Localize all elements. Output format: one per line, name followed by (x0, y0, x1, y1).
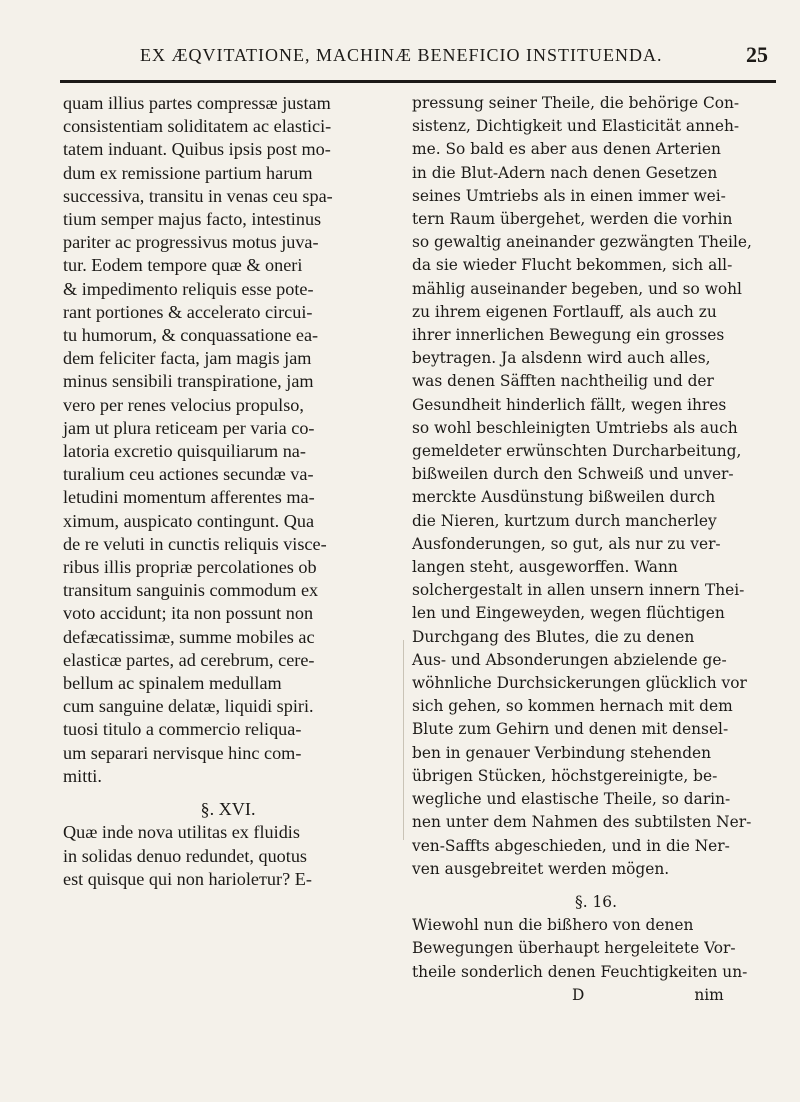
text-line: so gewaltig aneinander gezwängten Theile, (412, 233, 752, 252)
text-line: tur. Eodem tempore quæ & oneri (63, 255, 303, 276)
text-line: tatem induant. Quibus ipsis post mo- (63, 139, 331, 160)
text-line: pressung seiner Theile, die behörige Con- (412, 94, 740, 112)
text-line: transitum sanguinis commodum ex (63, 580, 319, 601)
text-line: sistenz, Dichtigkeit und Elasticität anneh- (412, 117, 740, 136)
text-line: langen steht, ausgeworffen. Wann (412, 558, 678, 577)
text-line: Gesundheit hinderlich fällt, wegen ihres (412, 395, 727, 414)
text-line: solchergestalt in allen unsern innern Thei- (412, 581, 745, 600)
text-line: consistentiam soliditatem ac elastici- (63, 116, 332, 137)
text-line: Bewegungen überhaupt hergeleitete Vor- (412, 939, 736, 958)
text-line: tuosi titulo a commercio reliqua- (63, 719, 302, 740)
text-line: voto accidunt; ita non possunt non (63, 603, 314, 624)
text-line: me. So bald es aber aus denen Arterien (412, 140, 721, 159)
text-line: Wiewohl nun die bißhero von denen (412, 916, 694, 935)
text-line: jam ut plura reticeam per varia co- (63, 417, 315, 438)
german-column (412, 92, 780, 1007)
text-line: Aus- und Absonderungen abzielende ge- (412, 650, 727, 669)
text-line: bellum ac spinalem medullam (63, 673, 282, 694)
text-line: da sie wieder Flucht bekommen, sich all- (412, 256, 733, 275)
text-line: wöhnliche Durchsickerungen glücklich vor (412, 674, 747, 693)
text-line: len und Eingeweyden, wegen flüchtigen (412, 604, 725, 623)
text-line: theile sonderlich denen Feuchtigkeiten un- (412, 962, 748, 981)
text-line: so wohl beschleinigten Umtriebs als auch (412, 418, 738, 437)
text-line: vero per renes velocius propulso, (63, 394, 304, 415)
text-line: defæcatissimæ, summe mobiles ac (63, 626, 315, 647)
signature-mark: D (572, 985, 585, 1004)
text-line: Ausfonderungen, so gut, als nur zu ver- (412, 534, 721, 553)
text-line: tu humorum, & conquassatione ea- (63, 325, 319, 346)
column-gutter (403, 640, 404, 840)
text-line: Quæ inde nova utilitas ex fluidis (63, 822, 300, 843)
catchword: nim (694, 985, 724, 1004)
text-line: in solidas denuo redundet, quotus (63, 845, 307, 866)
text-line: mitti. (63, 765, 102, 786)
text-line: dum ex remissione partium harum (63, 162, 313, 183)
section-heading: §. 16. (575, 892, 617, 911)
text-line: beytragen. Ja alsdenn wird auch alles, (412, 349, 711, 368)
header-rule (60, 80, 776, 83)
text-line: gemeldeter erwünschten Durcharbeitung, (412, 442, 742, 461)
text-line: & impedimento reliquis esse pote- (63, 278, 314, 299)
section-heading: §. XVI. (200, 799, 256, 820)
text-line: ven-Saffts abgeschieden, und in die Ner- (412, 836, 730, 855)
page-number: 25 (746, 42, 768, 67)
text-line: in die Blut-Adern nach denen Gesetzen (412, 163, 718, 182)
text-line: dem feliciter facta, jam magis jam (63, 348, 312, 369)
latin-column (63, 92, 393, 891)
text-line: Durchgang des Blutes, die zu denen (412, 627, 695, 646)
text-line: ben in genauer Verbindung stehenden (412, 743, 712, 762)
text-line: tern Raum übergehet, werden die vorhin (412, 210, 733, 229)
running-title: EX ÆQVITATIONE, MACHINÆ BENEFICIO INSTITUENDA. (140, 45, 663, 65)
text-line: rant portiones & accelerato circui- (63, 301, 313, 322)
text-line: ximum, auspicato contingunt. Qua (63, 510, 315, 531)
text-line: nen unter dem Nahmen des subtilsten Ner- (412, 813, 752, 832)
text-line: tium semper majus facto, intestinus (63, 209, 322, 230)
text-line: Blute zum Gehirn und denen mit densel- (412, 720, 729, 739)
text-line: quam illius partes compressæ justam (63, 93, 331, 113)
text-line: de re veluti in cunctis reliquis visce- (63, 533, 327, 554)
spacer (63, 788, 393, 798)
text-line: übrigen Stücken, höchstgereinigte, be- (412, 766, 718, 785)
text-line: est quisque qui non hariolетur? E- (63, 868, 312, 889)
text-line: pariter ac progressivus motus juva- (63, 232, 319, 253)
text-line: latoria excretio quisquiliarum na- (63, 441, 306, 462)
text-line: wegliche und elastische Theile, so darin- (412, 790, 731, 809)
text-line: mählig auseinander begeben, und so wohl (412, 279, 742, 298)
spacer (412, 881, 780, 891)
text-line: ven ausgebreitet werden mögen. (412, 859, 670, 878)
text-line: elasticæ partes, ad cerebrum, cere- (63, 649, 315, 670)
text-line: ribus illis propriæ percolationes ob (63, 557, 317, 578)
text-line: die Nieren, kurtzum durch mancherley (412, 511, 717, 530)
text-line: seines Umtriebs als in einen immer wei- (412, 186, 726, 205)
text-line: bißweilen durch den Schweiß und unver- (412, 465, 734, 484)
text-line: cum sanguine delatæ, liquidi spiri. (63, 696, 314, 717)
text-line: sich gehen, so kommen hernach mit dem (412, 697, 733, 716)
text-line: um separari nervisque hinc com- (63, 742, 302, 763)
text-line: was denen Säfften nachtheilig und der (412, 372, 714, 391)
text-line: minus sensibili transpiratione, jam (63, 371, 314, 392)
text-line: zu ihrem eigenen Fortlauff, als auch zu (412, 302, 717, 321)
text-line: letudini momentum afferentes ma- (63, 487, 315, 508)
text-line: successiva, transitu in venas ceu spa- (63, 185, 333, 206)
catchword-row (412, 984, 780, 1007)
text-line: merckte Ausdünstung bißweilen durch (412, 488, 716, 507)
text-line: ihrer innerlichen Bewegung ein grosses (412, 326, 725, 345)
text-line: turalium ceu actiones secundæ va- (63, 464, 314, 485)
